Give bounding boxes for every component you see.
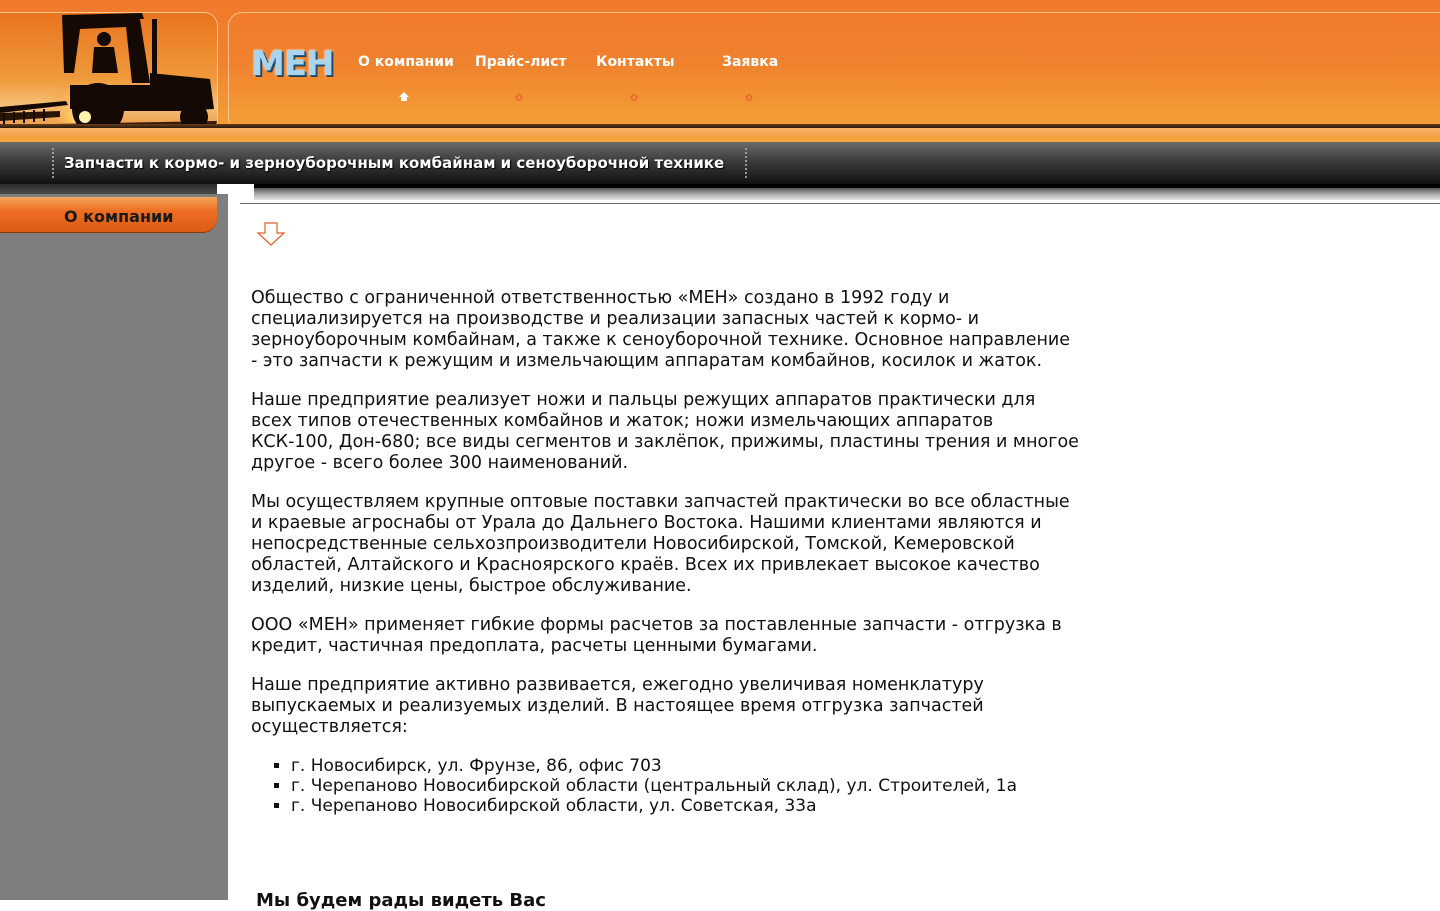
down-arrow-outline-icon[interactable] <box>256 221 286 247</box>
nav-item-about[interactable]: О компании <box>358 54 454 70</box>
small-house-outline-icon <box>630 86 638 94</box>
header-divider-glow <box>0 128 1440 136</box>
tractor-silhouette-icon <box>0 13 217 133</box>
sidebar-button-label[interactable]: О компании <box>64 207 174 226</box>
house-arrow-icon <box>399 86 407 94</box>
nav-panel <box>228 12 1440 132</box>
sidebar <box>0 184 228 900</box>
content-paragraph: Наше предприятие активно развивается, ежегодно увеличивая номенклатуру выпускаемых и реализуемых изделий. В настоящее время отгрузка запчастей осуществляется: <box>251 675 984 737</box>
sidebar-top-shade <box>0 184 217 194</box>
list-item: ▪ г. Черепаново Новосибирской области (центральный склад), ул. Строителей, 1а <box>291 776 1081 796</box>
site-logo[interactable]: МЕН <box>251 44 334 84</box>
content-top-rule <box>240 184 1440 206</box>
sidebar-gap <box>217 184 228 194</box>
list-item: ▪ г. Новосибирск, ул. Фрунзе, 86, офис 703 <box>291 756 1081 776</box>
main-content <box>251 288 1081 816</box>
small-house-outline-icon <box>515 86 523 94</box>
small-house-outline-icon <box>745 86 753 94</box>
nav-item-request[interactable]: Заявка <box>722 54 779 70</box>
nav-item-contacts[interactable]: Контакты <box>596 54 675 70</box>
site-header <box>0 0 1440 142</box>
content-paragraph: Общество с ограниченной ответственностью «МЕН» создано в 1992 году и специализируется на производстве и реализации запасных частей к кормо- и зерноуборочным комбайнам, а также к сеноуборочной технике. Основное направление - это запчасти к режущим и измельчающим аппаратам комбайнов, косилок и жаток. <box>251 288 1071 371</box>
site-tagline: Запчасти к кормо- и зерноуборочным комбайнам и сеноуборочной технике <box>64 154 725 172</box>
dotted-divider <box>52 148 56 178</box>
location-list <box>251 756 1081 816</box>
content-heading-cutoff: Мы будем рады видеть Вас <box>256 890 546 911</box>
content-paragraph: Наше предприятие реализует ножи и пальцы режущих аппаратов практически для всех типов отечественных комбайнов и жаток; ножи измельчающих аппаратов КСК-100, Дон-680; все виды сегментов и заклёпок, прижимы, пластины трения и многое другое - всего более 300 наименований. <box>251 390 1079 473</box>
nav-item-pricelist[interactable]: Прайс-лист <box>475 54 567 70</box>
list-item: ▪ г. Черепаново Новосибирской области, ул. Советская, 33а <box>291 796 1081 816</box>
dotted-divider <box>745 148 749 178</box>
tractor-photo <box>0 12 218 134</box>
content-paragraph: Мы осуществляем крупные оптовые поставки запчастей практически во все областные и краевые агроснабы от Урала до Дальнего Востока. Нашими клиентами являются и непосредственные сельхозпроизводители Новосибирской, Томской, Кемеровской областей, Алтайского и Красноярского краёв. Всех их привлекает высокое качество изделий, низкие цены, быстрое обслуживание. <box>251 492 1070 596</box>
content-paragraph: ООО «МЕН» применяет гибкие формы расчетов за поставленные запчасти - отгрузка в кредит, частичная предоплата, расчеты ценными бумагами. <box>251 615 1062 656</box>
